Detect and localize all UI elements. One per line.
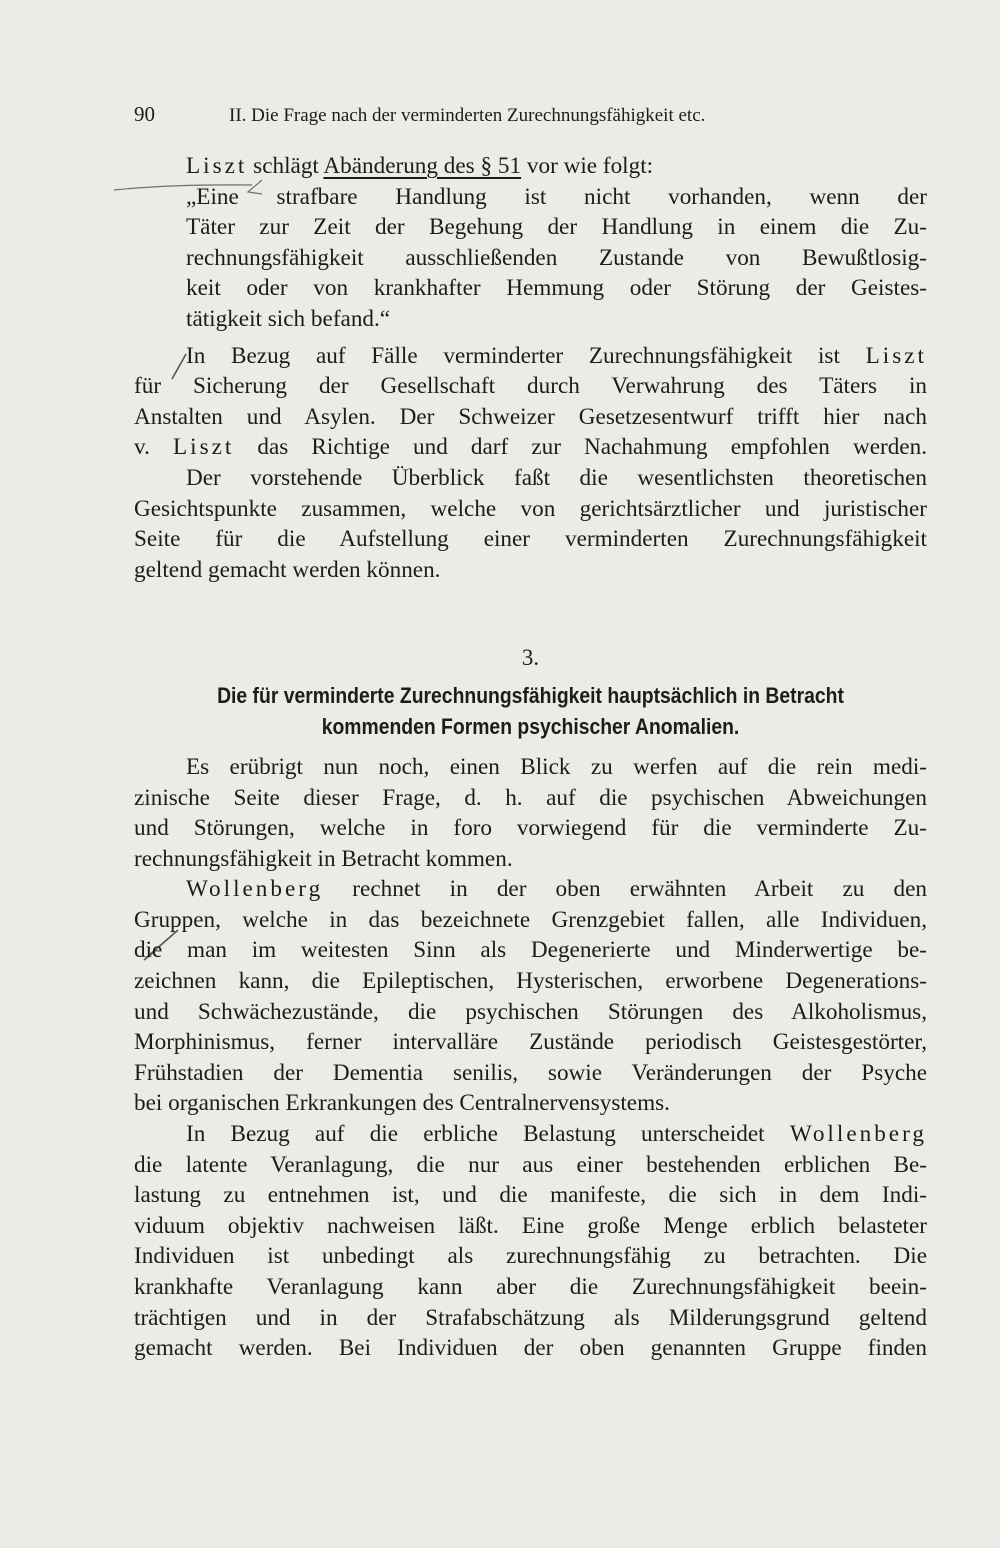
text-line: zinische Seite dieser Frage, d. h. auf die psychischen Abweichungen [134,784,927,811]
text-line: und Schwächezustände, die psychischen Störungen des Alkoholismus, [134,998,927,1025]
text-span: In Bezug auf Fälle verminderter Zurechnungsfähigkeit ist [186,342,866,369]
quote-line: „Eine strafbare Handlung ist nicht vorhanden, wenn der [186,183,927,210]
text-line: Individuen ist unbedingt als zurechnungsfähig zu betrachten. Die [134,1243,927,1270]
quote-line: keit oder von krankhafter Hemmung oder Störung der Geistes- [186,275,927,302]
text-line: die latente Veranlagung, die nur aus einer bestehenden erblichen Be- [134,1151,927,1178]
author-name-liszt: Liszt [172,434,235,461]
text-line [134,1119,927,1150]
intro-text: schlägt [247,153,324,179]
text-line [134,874,927,905]
text-line: lastung zu entnehmen ist, und die manifeste, die sich in dem Indi- [134,1182,927,1209]
underlined-phrase: Abänderung des § 51 [323,153,522,179]
paragraph-overview [134,463,927,585]
text-line: Morphinismus, ferner intervalläre Zustände periodisch Geistesgestörter, [134,1029,927,1056]
text-span: rechnet in der oben erwähnten Arbeit zu den [323,876,927,903]
text-line: geltend gemacht werden können. [134,556,441,583]
text-line: die man im weitesten Sinn als Degenerierte und Minderwertige be- [134,937,927,964]
text-line: viduum objektiv nachweisen läßt. Eine große Menge erblich belasteter [134,1212,927,1239]
section-number: 3. [521,645,540,671]
intro-line [134,151,927,182]
running-header [134,102,864,127]
section-title-line: Die für verminderte Zurechnungsfähigkeit hauptsächlich in Betracht [217,682,844,708]
section-title [190,680,872,742]
paragraph-liszt [134,341,927,463]
page-body [134,151,927,1364]
text-line [134,341,927,372]
text-span: das Richtige und darf zur Nachahmung empfohlen werden. [234,434,927,461]
paragraph-medical [134,752,927,874]
text-line: Seite für die Aufstellung einer verminderten Zurechnungsfähigkeit [134,526,927,553]
author-name-liszt: Liszt [186,153,248,179]
quote-line: Täter zur Zeit der Begehung der Handlung in einem die Zu- [186,214,927,241]
text-line: Gruppen, welche in das bezeichnete Grenzgebiet fallen, alle Individuen, [134,906,927,933]
text-line: und Störungen, welche in foro vorwiegend für die verminderte Zu- [134,815,927,842]
text-line: gemacht werden. Bei Individuen der oben genannten Gruppe finden [134,1335,927,1362]
text-line: bei organischen Erkrankungen des Centralnervensystems. [134,1090,670,1117]
quote-line: tätigkeit sich befand.“ [186,305,391,332]
text-line: für Sicherung der Gesellschaft durch Verwahrung des Täters in [134,373,927,400]
text-line: Anstalten und Asylen. Der Schweizer Gesetzesentwurf trifft hier nach [134,403,927,430]
section-title-line: kommenden Formen psychischer Anomalien. [321,713,740,739]
running-title: II. Die Frage nach der verminderten Zurechnungsfähigkeit etc. [229,105,706,126]
law-quote [134,182,927,335]
text-line: Gesichtspunkte zusammen, welche von gerichtsärztlicher und juristischer [134,495,927,522]
text-span: In Bezug auf die erbliche Belastung unterscheidet [186,1121,790,1148]
text-line: Der vorstehende Überblick faßt die wesentlichsten theoretischen [186,464,927,491]
text-span: v. [134,434,173,461]
author-name-wollenberg: Wollenberg [186,876,324,903]
intro-rest: vor wie folgt: [521,153,654,179]
text-line: Es erübrigt nun noch, einen Blick zu werfen auf die rein medi- [186,753,927,780]
paragraph-wollenberg-groups [134,874,927,1119]
text-line [134,432,927,463]
quote-line: rechnungsfähigkeit ausschließenden Zustande von Bewußtlosig- [186,244,927,271]
author-name-liszt: Liszt [865,342,927,369]
author-name-wollenberg: Wollenberg [789,1121,927,1148]
text-line: rechnungsfähigkeit in Betracht kommen. [134,845,513,872]
text-line: trächtigen und in der Strafabschätzung als Milderungsgrund geltend [134,1304,927,1331]
text-line: Frühstadien der Dementia senilis, sowie Veränderungen der Psyche [134,1059,927,1086]
text-line: krankhafte Veranlagung kann aber die Zurechnungsfähigkeit beein- [134,1274,927,1300]
paragraph-wollenberg-heredity [134,1119,927,1364]
text-line: zeichnen kann, die Epileptischen, Hysterischen, erworbene Degenerations- [134,968,927,995]
page-number: 90 [134,102,155,126]
